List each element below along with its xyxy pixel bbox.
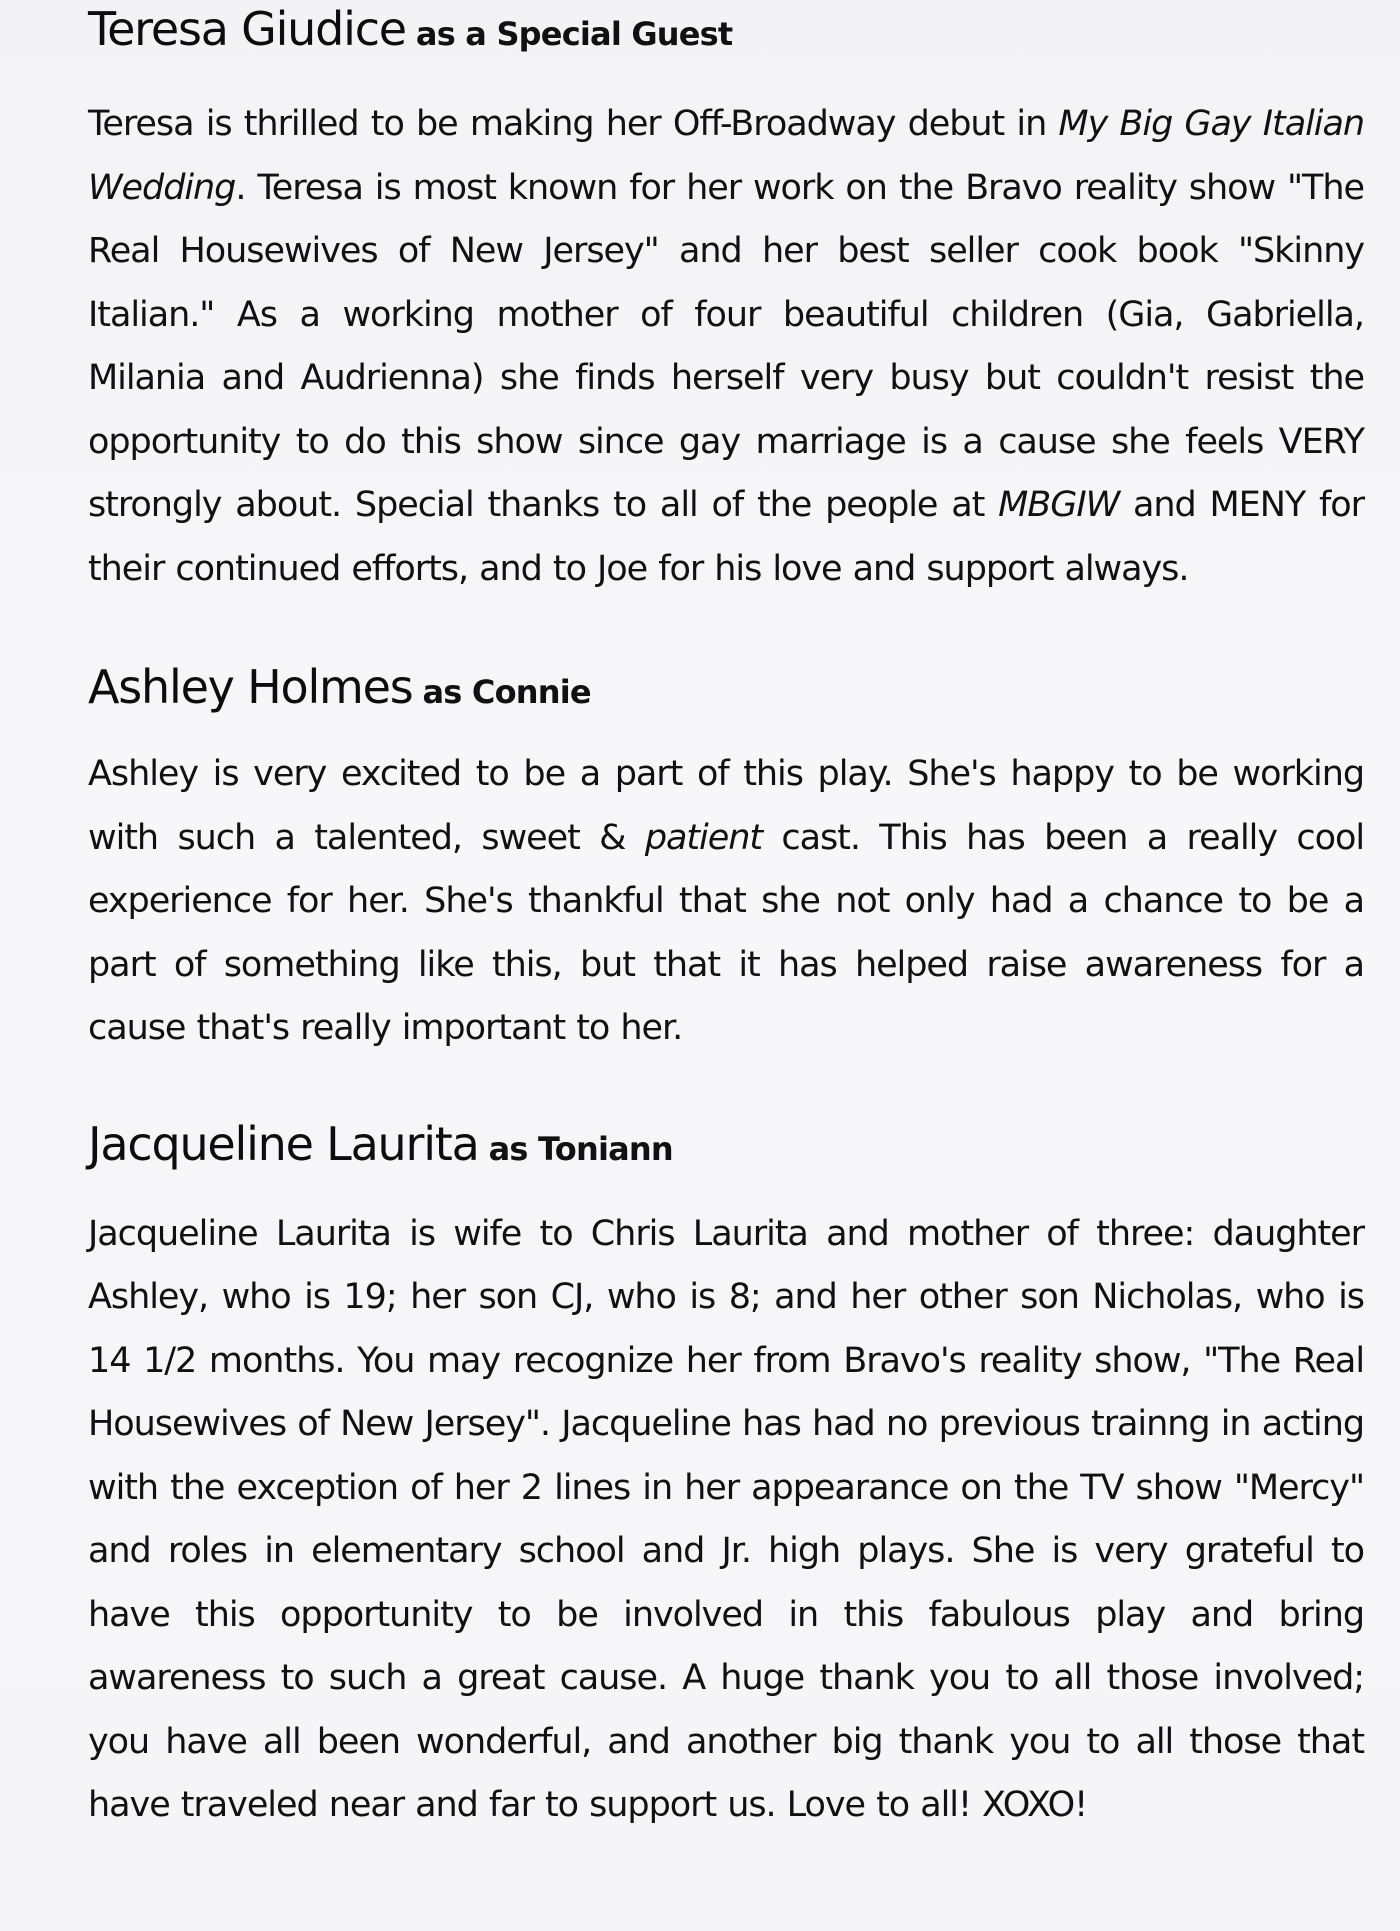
bio-text-segment: Ashley is very excited to be a part of this play. She's happy to be working with such a talented, sweet & [88,754,1364,858]
bios-column [88,0,1364,1838]
cast-name: Ashley Holmes [88,660,413,714]
cast-role: as Connie [422,673,591,711]
bio-text-segment: . Teresa is most known for her work on the Bravo reality show "The Real Housewives of New Jersey" and her best seller cook book "Skinny Italian." As a working mother of four beautiful children (Gia, Gabriella, Milania and Audrienna) she finds herself very busy but couldn't resist the opportunity to do this show since gay marriage is a cause she feels VERY strongly about. Special thanks to all of the people at [88,167,1364,525]
show-title-italic: My Big Gay Italian Wedding [88,104,1364,208]
bio-paragraph: Jacqueline Laurita is wife to Chris Laurita and mother of three: daughter Ashley, who is 19; her son CJ, who is 8; and her other son Nicholas, who is 14 1/2 months. You may recognize her from Bravo's reality show, "The Real Housewives of New Jersey". Jacqueline has had no previous trainng in acting with the exception of her 2 lines in her appearance on the TV show "Mercy" and roles in elementary school and Jr. high plays. She is very grateful to have this opportunity to be involved in this fabulous play and bring awareness to such a great cause. A huge thank you to all those involved; you have all been wonderful, and another big thank you to all those that have traveled near and far to support us. Love to all! XOXO! [88,1213,1364,1825]
bio-paragraph [88,93,1364,601]
bio-paragraph [88,743,1364,1061]
cast-name: Jacqueline Laurita [88,1116,479,1171]
bio-text-segment: and MENY for their continued efforts, and to Joe for his love and support always. [88,485,1365,589]
cast-role: as Toniann [488,1129,673,1168]
bio-ashley-holmes [88,660,1364,1061]
bio-jacqueline-laurita [88,1116,1364,1838]
bio-heading [88,0,1364,54]
bio-teresa-giudice [88,0,1364,601]
show-abbrev-italic: MBGIW [998,485,1120,525]
bio-text-segment: Teresa is thrilled to be making her Off-Broadway debut in [88,104,1059,144]
bio-heading [88,660,1364,718]
bio-heading [88,1116,1364,1175]
cast-name: Teresa Giudice [88,2,406,56]
cast-role: as a Special Guest [415,15,733,53]
emphasis-italic: patient [644,817,763,858]
bio-text-segment: cast. This has been a really cool experience for her. She's thankful that she not only had a chance to be a part of something like this, but that it has helped raise awareness for a cause that's really important to her. [88,817,1364,1048]
